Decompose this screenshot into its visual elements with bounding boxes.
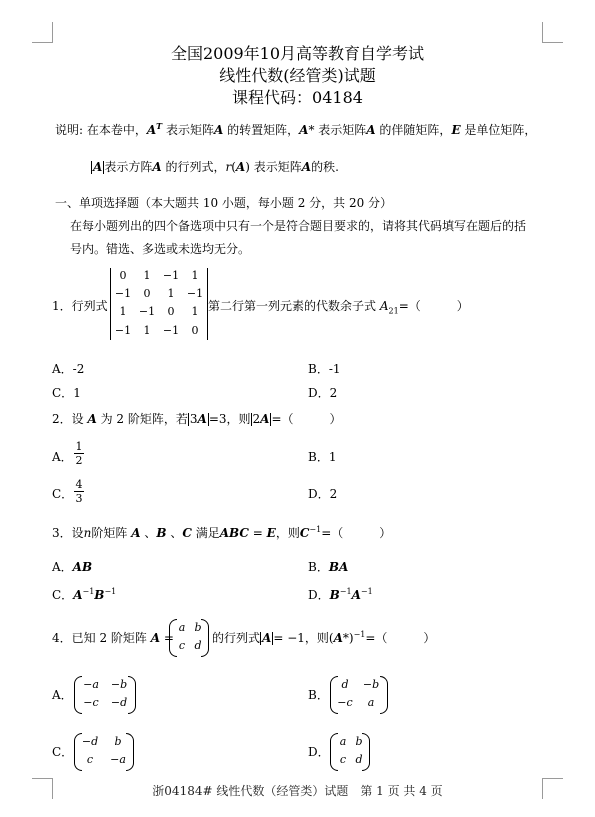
q3-option-a: A．AB [52,560,93,574]
q2-stem: 2．设 A 为 2 阶矩阵，若 3A =3，则 2A =（ ） [52,412,342,426]
section-instruction-2: 号内。错选、多选或未选均无分。 [70,242,251,256]
section-heading: 一、单项选择题（本大题共 10 小题，每小题 2 分，共 20 分） [55,196,393,210]
q4-option-c-matrix: −d b c −a [74,733,134,769]
course-code: 课程代码：04184 [232,88,363,107]
q2-option-d: D．2 [308,487,338,501]
exam-title: 全国2009年10月高等教育自学考试 [170,44,425,63]
notes-line-2: A 表示方阵A 的行列式，r(A) 表示矩阵A的秩. [93,160,339,174]
q2-option-c-label: C． [52,487,74,501]
q4-matrix: a b c d [169,619,209,655]
q4-option-c-label: C． [52,745,74,759]
q4-option-b-label: B． [308,688,329,702]
q1-option-d: D．2 [308,386,338,400]
q4-stem-pre: 4．已知 2 阶矩阵 A = [52,631,174,645]
page-footer: 浙04184# 线性代数（经管类）试题 第 1 页 共 4 页 [152,784,443,798]
paper-title: 线性代数(经管类)试题 [219,66,376,85]
q1-determinant: 0 1 −1 1 −1 0 1 −1 1 −1 0 1 −1 1 −1 0 [110,268,208,340]
q4-option-a-label: A． [52,688,73,702]
section-instruction-1: 在每小题列出的四个备选项中只有一个是符合题目要求的，请将其代码填写在题后的括 [70,219,527,233]
q2-option-a-label: A． [52,450,73,464]
q1-stem-pre: 1．行列式 [52,299,108,313]
q2-option-a-fraction: $\frac{1}{2}$ [75,440,83,467]
q3-option-d: D．$B^{-1}A^{-1}$ [308,587,373,602]
q3-option-c: C．$A^{-1}B^{-1}$ [52,587,117,602]
crop-mark-top-right [542,22,563,43]
q4-stem-post: 的行列式 A = −1，则$(A*)^{-1}=$（ ） [212,630,436,645]
q4-option-b-matrix: d −b −c a [330,676,388,712]
q2-option-b: B．1 [308,450,337,464]
q4-option-a-matrix: −a −b −c −d [74,676,136,712]
notes-line-1: 说明: 在本卷中，$A^T$ 表示矩阵A 的转置矩阵，A* 表示矩阵A 的伴随矩阵，E 是单位矩阵， [55,121,537,137]
q1-option-c: C．1 [52,386,81,400]
q4-option-d-matrix: a b c d [330,733,370,769]
q3-stem: 3．设n阶矩阵 A 、B 、C 满足ABC = E，则$C^{-1}=$（ ） [52,525,392,540]
q4-option-d-label: D． [308,745,330,759]
q1-option-b: B．-1 [308,362,341,376]
q2-option-c-fraction: $\frac{4}{3}$ [75,478,83,505]
q1-stem-post: 第二行第一列元素的代数余子式 $A_{21}=$（ ） [208,299,469,316]
crop-mark-top-left [32,22,53,43]
q1-option-a: A．-2 [52,362,85,376]
q3-option-b: B．BA [308,560,349,574]
